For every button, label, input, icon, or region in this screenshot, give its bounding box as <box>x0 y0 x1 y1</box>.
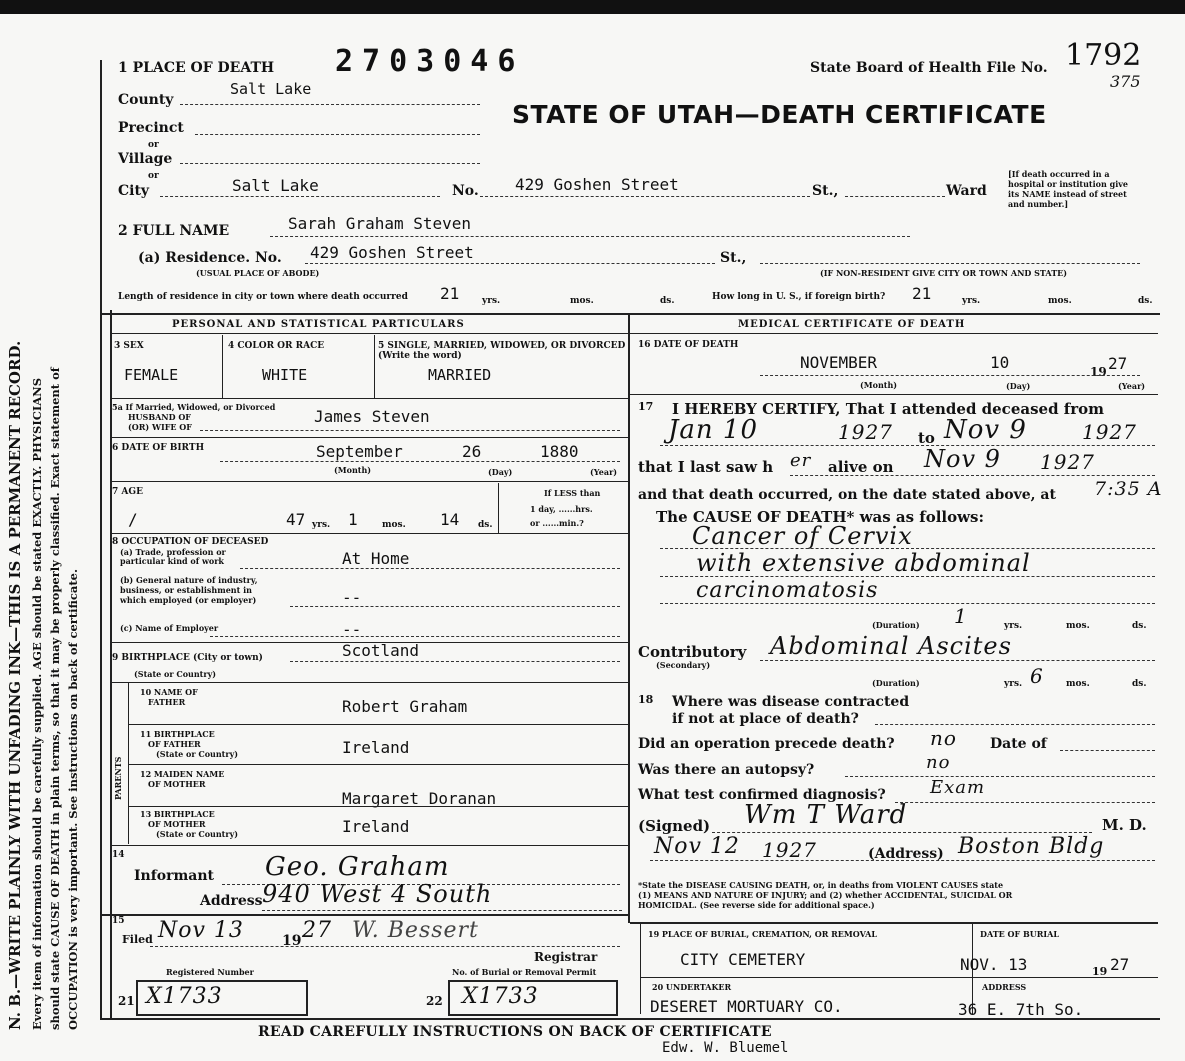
certify-number: 17 <box>638 400 654 413</box>
residence-city-line <box>760 263 1140 264</box>
test-answer: Exam <box>930 777 986 798</box>
county-value: Salt Lake <box>230 80 312 98</box>
burial-permit-index: 22 <box>426 994 443 1008</box>
father-name: Robert Graham <box>342 697 468 716</box>
us-residence-years: 21 <box>912 284 932 303</box>
employer-value: -- <box>342 620 362 639</box>
father-birthplace: Ireland <box>342 738 410 757</box>
operation-answer: no <box>930 726 957 750</box>
last-saw-text: that I last saw h <box>638 458 774 476</box>
q18-number: 18 <box>638 693 654 706</box>
street-st-label: St., <box>812 183 839 199</box>
marital-value: MARRIED <box>428 366 492 384</box>
village-line <box>180 163 480 164</box>
age-yrs-label: yrs. <box>312 520 331 530</box>
precinct-label: Precinct <box>118 120 184 136</box>
village-label: Village <box>118 151 173 167</box>
autopsy-line <box>845 776 1155 777</box>
birthplace-value: Scotland <box>342 641 420 660</box>
last-saw-pronoun: er <box>790 450 812 471</box>
mother-bp-label-2: OF MOTHER <box>148 819 206 829</box>
father-label-1: 10 NAME OF <box>140 687 198 697</box>
row-rule-10 <box>110 845 628 846</box>
death-year: 27 <box>1108 354 1128 373</box>
margin-instructions-3: OCCUPATION is very important. See instructions on back of certificate. <box>66 569 80 1030</box>
dob-year: 1880 <box>540 442 579 461</box>
sex-value: FEMALE <box>124 366 179 384</box>
burial-place-label: 19 PLACE OF BURIAL, CREMATION, OR REMOVAL <box>648 929 878 939</box>
medical-rule-1 <box>630 394 1158 395</box>
certify-text: I HEREBY CERTIFY, That I attended deceased from <box>672 400 1105 418</box>
row-rule-1 <box>110 398 628 399</box>
signature-date: Nov 12 <box>654 834 740 859</box>
contributory-label: Contributory <box>638 643 747 661</box>
form-bottom-border <box>100 1018 1160 1020</box>
date-of-death-label: 16 DATE OF DEATH <box>638 340 739 350</box>
cause-line-3: carcinomatosis <box>696 578 879 603</box>
burial-place: CITY CEMETERY <box>680 950 806 969</box>
certificate-number: 2703046 <box>335 44 525 79</box>
occupation-b-label-2: business, or establishment in <box>120 585 252 595</box>
father-bp-label-3: (State or Country) <box>156 749 239 759</box>
birthplace-label: 9 BIRTHPLACE (City or town) <box>112 653 263 663</box>
filed-year: 27 <box>302 918 332 943</box>
us-mos-label: mos. <box>1048 296 1072 306</box>
burial-date: NOV. 13 <box>960 955 1028 974</box>
last-saw-year: 1927 <box>1040 450 1095 474</box>
county-label: County <box>118 92 174 108</box>
length-of-residence-years: 21 <box>440 284 460 303</box>
informant-address-line <box>262 910 622 911</box>
informant-signature: Geo. Graham <box>265 852 450 882</box>
test-line <box>895 802 1155 803</box>
file-number-sub: 375 <box>1110 72 1141 91</box>
autopsy-answer: no <box>926 752 951 773</box>
spouse-value: James Steven <box>314 407 430 426</box>
physician-signature: Wm T Ward <box>744 800 908 830</box>
duration-label-1: (Duration) <box>872 620 920 630</box>
abode-note: (USUAL PLACE OF ABODE) <box>196 268 320 278</box>
signed-line <box>712 832 1092 833</box>
less-than-label-1: If LESS than <box>544 488 601 498</box>
occupation-b-label-1: (b) General nature of industry, <box>120 575 258 585</box>
or-label-2: or <box>148 171 159 181</box>
age-tick: / <box>128 510 138 529</box>
duration-years: 1 <box>954 604 968 628</box>
occupation-line <box>240 568 620 569</box>
attended-to-label: to <box>918 429 935 447</box>
street-no-label: No. <box>452 183 479 199</box>
age-months: 1 <box>348 510 358 529</box>
q18-line <box>875 724 1155 725</box>
duration-mos-label-2: mos. <box>1066 679 1090 689</box>
physician-address-label: (Address) <box>868 846 944 862</box>
father-bp-label-1: 11 BIRTHPLACE <box>140 729 215 739</box>
street-line <box>480 196 810 197</box>
marital-label: 5 SINGLE, MARRIED, WIDOWED, OR DIVORCED (Write the word) <box>378 341 626 361</box>
q18-line-2: if not at place of death? <box>672 711 859 727</box>
alive-on-label: alive on <box>828 458 894 476</box>
burial-rule <box>640 977 1158 978</box>
dob-month-caption: (Month) <box>334 465 372 475</box>
death-year-prefix: 19 <box>1090 365 1107 379</box>
duration-ds-label-2: ds. <box>1132 679 1147 689</box>
filed-label: Filed <box>122 933 153 946</box>
attended-to-year: 1927 <box>1082 420 1137 444</box>
spouse-label-1: 5a If Married, Widowed, or Divorced <box>112 402 276 412</box>
full-name-line <box>270 236 910 237</box>
test-label: What test confirmed diagnosis? <box>638 787 886 803</box>
industry-value: -- <box>342 588 362 607</box>
length-yrs-label: yrs. <box>482 296 501 306</box>
place-of-death-label: 1 PLACE OF DEATH <box>118 60 275 76</box>
attended-line <box>660 445 1155 446</box>
duration-mos-label-1: mos. <box>1066 621 1090 631</box>
burial-year-prefix: 19 <box>1092 965 1108 978</box>
margin-instructions-1: Every item of information should be carefully supplied. AGE should be stated EXACTLY. PHYSICIANS <box>30 377 44 1030</box>
duration-yrs-label-2: yrs. <box>1004 679 1023 689</box>
row-rule-3 <box>110 481 628 482</box>
footer-name: Edw. W. Bluemel <box>662 1040 789 1056</box>
ward-line <box>845 196 945 197</box>
occupation-a-label-2: particular kind of work <box>120 556 224 566</box>
margin-instructions-2: should state CAUSE OF DEATH in plain terms, so that it may be properly classified. Exact statement of <box>48 367 62 1030</box>
dob-month: September <box>316 442 403 461</box>
spouse-label-3: (OR) WIFE OF <box>128 422 192 432</box>
dob-label: 6 DATE OF BIRTH <box>112 443 205 453</box>
filed-number: 15 <box>112 916 125 926</box>
cause-line-1: Cancer of Cervix <box>692 522 913 550</box>
us-residence-label: How long in U. S., if foreign birth? <box>712 292 886 302</box>
nonresident-note: (IF NON-RESIDENT GIVE CITY OR TOWN AND STATE) <box>820 268 1068 278</box>
county-line <box>180 104 480 105</box>
parents-divider <box>128 682 129 844</box>
ward-label: Ward <box>946 183 987 199</box>
birthplace-line <box>290 661 620 662</box>
age-years: 47 <box>286 510 306 529</box>
less-than-label-3: or ......min.? <box>530 518 584 528</box>
contributory-cause: Abdominal Ascites <box>770 632 1012 660</box>
date-of-label: Date of <box>990 736 1047 752</box>
state-note-2: (1) MEANS AND NATURE OF INJURY; and (2) whether ACCIDENTAL, SUICIDAL OR <box>638 890 1013 900</box>
employer-label: (c) Name of Employer <box>120 623 219 633</box>
employer-line <box>210 636 620 637</box>
age-label: 7 AGE <box>112 487 143 497</box>
physician-address-line <box>650 860 1155 861</box>
ward-note-1: [If death occurred in a <box>1008 169 1110 179</box>
duration-ds-label-1: ds. <box>1132 621 1147 631</box>
operation-date-line <box>1060 750 1155 751</box>
medical-heading: MEDICAL CERTIFICATE OF DEATH <box>738 319 966 330</box>
informant-address: 940 West 4 South <box>262 880 493 908</box>
race-marital-divider <box>374 335 375 399</box>
file-number: 1792 <box>1065 38 1142 73</box>
last-saw-line <box>790 475 1155 476</box>
residence-label: (a) Residence. No. <box>138 250 282 266</box>
informant-address-label: Address <box>200 893 263 909</box>
medical-heading-rule <box>630 333 1158 334</box>
filed-year-prefix: 19 <box>282 933 302 949</box>
residence-value: 429 Goshen Street <box>310 243 474 262</box>
parents-label: PARENTS <box>113 756 123 800</box>
row-rule-11 <box>100 914 630 916</box>
signed-label: (Signed) <box>638 817 711 835</box>
row-rule-8 <box>128 764 628 765</box>
undertaker-label: 20 UNDERTAKER <box>652 982 732 992</box>
burial-left-border <box>640 924 641 1014</box>
length-mos-label: mos. <box>570 296 594 306</box>
file-number-label: State Board of Health File No. <box>810 60 1048 76</box>
mother-label-1: 12 MAIDEN NAME <box>140 769 225 779</box>
footer-instructions: READ CAREFULLY INSTRUCTIONS ON BACK OF CERTIFICATE <box>258 1024 772 1040</box>
ward-note-3: its NAME instead of street <box>1008 189 1127 199</box>
residence-st-label: St., <box>720 250 747 266</box>
spouse-label-2: HUSBAND OF <box>128 412 191 422</box>
mother-label-2: OF MOTHER <box>148 779 206 789</box>
autopsy-label: Was there an autopsy? <box>638 762 815 778</box>
registered-number-label: Registered Number <box>166 967 254 977</box>
death-day-caption: (Day) <box>1006 381 1031 391</box>
column-divider <box>628 313 630 923</box>
age-days: 14 <box>440 510 460 529</box>
row-rule-7 <box>128 724 628 725</box>
row-rule-2 <box>110 437 628 438</box>
dob-day: 26 <box>462 442 482 461</box>
birthplace-sub-label: (State or Country) <box>134 669 217 679</box>
mother-bp-label-1: 13 BIRTHPLACE <box>140 809 215 819</box>
death-month: NOVEMBER <box>800 353 878 372</box>
street-value: 429 Goshen Street <box>515 175 679 194</box>
occupation-value: At Home <box>342 549 410 568</box>
ward-note-2: hospital or institution give <box>1008 179 1128 189</box>
length-of-residence-label: Length of residence in city or town where death occurred <box>118 292 408 302</box>
precinct-line <box>195 134 480 135</box>
undertaker-address: 36 E. 7th So. <box>958 1000 1084 1019</box>
us-yrs-label: yrs. <box>962 296 981 306</box>
informant-label: Informant <box>134 868 214 884</box>
mother-maiden-name: Margaret Doranan <box>342 789 497 808</box>
contributory-line <box>760 660 1155 661</box>
time-of-death: 7:35 A <box>1094 478 1163 500</box>
occupation-label: 8 OCCUPATION OF DECEASED <box>112 537 269 547</box>
mother-birthplace: Ireland <box>342 817 410 836</box>
undertaker-name: DESERET MORTUARY CO. <box>650 997 843 1016</box>
form-left-border <box>100 60 102 1020</box>
row-rule-6 <box>110 682 628 683</box>
filed-date: Nov 13 <box>158 918 244 943</box>
dob-line <box>220 461 620 462</box>
ward-note-4: and number.] <box>1008 199 1069 209</box>
state-note-3: HOMICIDAL. (See reverse side for additional space.) <box>638 900 875 910</box>
registered-number: X1733 <box>146 984 223 1009</box>
duration-label-2: (Duration) <box>872 678 920 688</box>
duration-yrs-label-1: yrs. <box>1004 621 1023 631</box>
row-rule-9 <box>128 806 628 807</box>
sex-race-divider <box>222 335 223 399</box>
registrar-signature: W. Bessert <box>352 918 479 943</box>
scan-top-edge <box>0 0 1185 14</box>
residence-line <box>305 263 715 264</box>
duration-months-2: 6 <box>1030 664 1044 688</box>
attended-from: Jan 10 <box>668 415 759 445</box>
margin-warning: N. B.—WRITE PLAINLY WITH UNFADING INK—THIS IS A PERMANENT RECORD. <box>6 340 24 1030</box>
burial-permit-label: No. of Burial or Removal Permit <box>452 967 597 977</box>
q18-line-1: Where was disease contracted <box>672 694 910 710</box>
date-of-death-line <box>760 375 1140 376</box>
personal-heading-rule <box>110 333 628 334</box>
full-name-label: 2 FULL NAME <box>118 223 230 239</box>
filed-line <box>150 946 620 947</box>
attended-to: Nov 9 <box>944 415 1027 445</box>
medical-rule-2 <box>630 922 1158 924</box>
cause-rule-3 <box>660 603 1155 604</box>
dob-year-caption: (Year) <box>590 467 618 477</box>
father-bp-label-2: OF FATHER <box>148 739 201 749</box>
cause-of-death-label: The CAUSE OF DEATH* was as follows: <box>656 508 985 526</box>
burial-year: 27 <box>1110 955 1130 974</box>
full-name-value: Sarah Graham Steven <box>288 214 472 233</box>
last-saw-date: Nov 9 <box>924 445 1001 473</box>
death-month-caption: (Month) <box>860 380 898 390</box>
industry-line <box>290 606 620 607</box>
burial-date-label: DATE OF BURIAL <box>980 929 1059 939</box>
or-label-1: or <box>148 140 159 150</box>
personal-heading: PERSONAL AND STATISTICAL PARTICULARS <box>172 319 465 330</box>
race-value: WHITE <box>262 366 308 384</box>
mother-bp-label-3: (State or Country) <box>156 829 239 839</box>
undertaker-address-label: ADDRESS <box>982 982 1027 992</box>
md-label: M. D. <box>1102 816 1147 834</box>
less-than-label-2: 1 day, ......hrs. <box>530 504 593 514</box>
death-day: 10 <box>990 353 1010 372</box>
section-divider-top <box>100 313 1160 315</box>
secondary-label: (Secondary) <box>656 660 711 670</box>
certificate-title: STATE OF UTAH—DEATH CERTIFICATE <box>512 100 1047 129</box>
occupation-b-label-3: which employed (or employer) <box>120 595 257 605</box>
cause-rule-2 <box>660 576 1155 577</box>
city-label: City <box>118 183 150 199</box>
registered-number-index: 21 <box>118 994 135 1008</box>
age-less-divider <box>498 483 499 533</box>
death-occurred-text: and that death occurred, on the date stated above, at <box>638 487 1056 503</box>
occupation-a-label-1: (a) Trade, profession or <box>120 547 226 557</box>
spouse-line <box>200 430 620 431</box>
attended-from-year: 1927 <box>838 420 893 444</box>
sex-label: 3 SEX <box>114 341 144 351</box>
length-ds-label: ds. <box>660 296 675 306</box>
registrar-label: Registrar <box>534 950 598 964</box>
cause-line-2: with extensive abdominal <box>696 549 1031 577</box>
state-note-1: *State the DISEASE CAUSING DEATH, or, in deaths from VIOLENT CAUSES state <box>638 880 1004 890</box>
signature-year: 1927 <box>762 838 817 862</box>
physician-address: Boston Bldg <box>958 834 1105 859</box>
race-label: 4 COLOR OR RACE <box>228 341 325 351</box>
row-rule-4 <box>110 533 628 534</box>
burial-permit-number: X1733 <box>462 984 539 1009</box>
age-mos-label: mos. <box>382 520 406 530</box>
informant-number: 14 <box>112 850 125 860</box>
death-year-caption: (Year) <box>1118 381 1146 391</box>
age-ds-label: ds. <box>478 520 493 530</box>
city-value: Salt Lake <box>232 176 319 195</box>
city-line <box>160 196 440 197</box>
father-label-2: FATHER <box>148 697 186 707</box>
dob-day-caption: (Day) <box>488 467 513 477</box>
operation-label: Did an operation precede death? <box>638 736 895 752</box>
us-ds-label: ds. <box>1138 296 1153 306</box>
